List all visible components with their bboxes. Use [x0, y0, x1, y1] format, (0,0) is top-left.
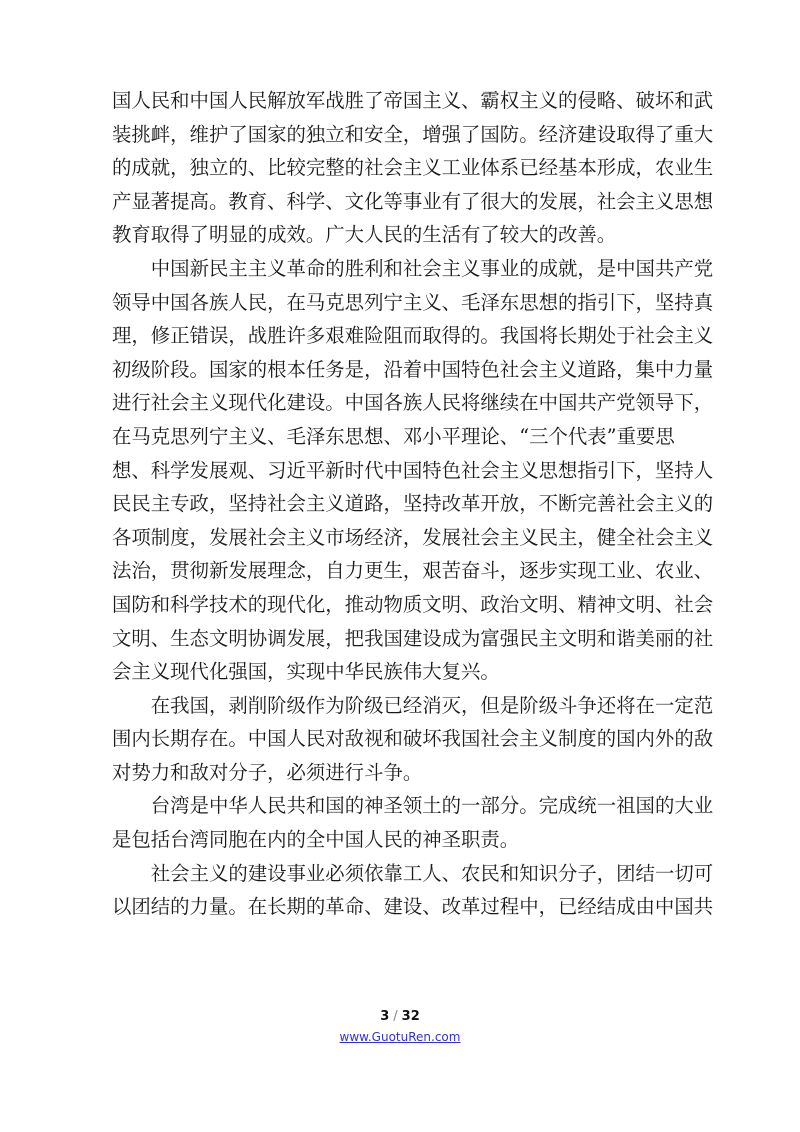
document-page — [112, 84, 714, 924]
text-line: 在我国，剥削阶级作为阶级已经消灭，但是阶级斗争还将在一定范 — [150, 693, 714, 717]
text-line: 国防和科学技术的现代化，推动物质文明、政治文明、精神文明、社会 — [112, 592, 714, 616]
text-line: 进行社会主义现代化建设。中国各族人民将继续在中国共产党领导下， — [112, 391, 714, 415]
paragraph — [112, 789, 714, 856]
text-line: 是包括台湾同胞在内的全中国人民的神圣职责。 — [112, 828, 520, 852]
text-line: 领导中国各族人民，在马克思列宁主义、毛泽东思想的指引下，坚持真 — [112, 290, 714, 314]
text-line: 社会主义的建设事业必须依靠工人、农民和知识分子，团结一切可 — [150, 861, 714, 885]
page-separator: / — [393, 1009, 398, 1024]
text-line: 会主义现代化强国，实现中华民族伟大复兴。 — [112, 660, 500, 684]
text-line: 台湾是中华人民共和国的神圣领土的一部分。完成统一祖国的大业 — [150, 794, 714, 818]
page-indicator — [0, 1008, 800, 1026]
text-line: 教育取得了明显的成效。广大人民的生活有了较大的改善。 — [112, 223, 617, 247]
paragraph — [112, 857, 714, 924]
paragraph — [112, 252, 714, 689]
text-line: 理，修正错误，战胜许多艰难险阻而取得的。我国将长期处于社会主义 — [112, 324, 714, 348]
text-line: 产显著提高。教育、科学、文化等事业有了很大的发展，社会主义思想 — [112, 189, 714, 213]
paragraph — [112, 689, 714, 790]
total-pages-number: 32 — [401, 1009, 420, 1024]
text-line: 的成就，独立的、比较完整的社会主义工业体系已经基本形成，农业生 — [112, 156, 714, 180]
website-link[interactable]: www.GuotuRen.com — [339, 1030, 461, 1044]
text-line: 想、科学发展观、习近平新时代中国特色社会主义思想指引下，坚持人 — [112, 458, 714, 482]
text-line: 装挑衅，维护了国家的独立和安全，增强了国防。经济建设取得了重大 — [112, 122, 714, 146]
text-line: 国人民和中国人民解放军战胜了帝国主义、霸权主义的侵略、破坏和武 — [112, 89, 714, 112]
text-line: 民民主专政，坚持社会主义道路，坚持改革开放，不断完善社会主义的 — [112, 492, 714, 516]
text-line: 对势力和敌对分子，必须进行斗争。 — [112, 760, 423, 784]
paragraph — [112, 84, 714, 252]
text-line: 中国新民主主义革命的胜利和社会主义事业的成就，是中国共产党 — [150, 256, 714, 280]
text-line: 在马克思列宁主义、毛泽东思想、邓小平理论、“三个代表”重要思 — [112, 424, 675, 448]
text-line: 各项制度，发展社会主义市场经济，发展社会主义民主，健全社会主义 — [112, 525, 714, 549]
text-line: 初级阶段。国家的根本任务是，沿着中国特色社会主义道路，集中力量 — [112, 357, 714, 381]
page-footer — [0, 1008, 800, 1045]
text-line: 文明、生态文明协调发展，把我国建设成为富强民主文明和谐美丽的社 — [112, 626, 714, 650]
text-line: 围内长期存在。中国人民对敌视和破坏我国社会主义制度的国内外的敌 — [112, 727, 714, 751]
text-line: 法治，贯彻新发展理念，自力更生，艰苦奋斗，逐步实现工业、农业、 — [112, 559, 714, 583]
current-page-number: 3 — [380, 1009, 390, 1024]
text-line: 以团结的力量。在长期的革命、建设、改革过程中，已经结成由中国共 — [112, 895, 714, 919]
